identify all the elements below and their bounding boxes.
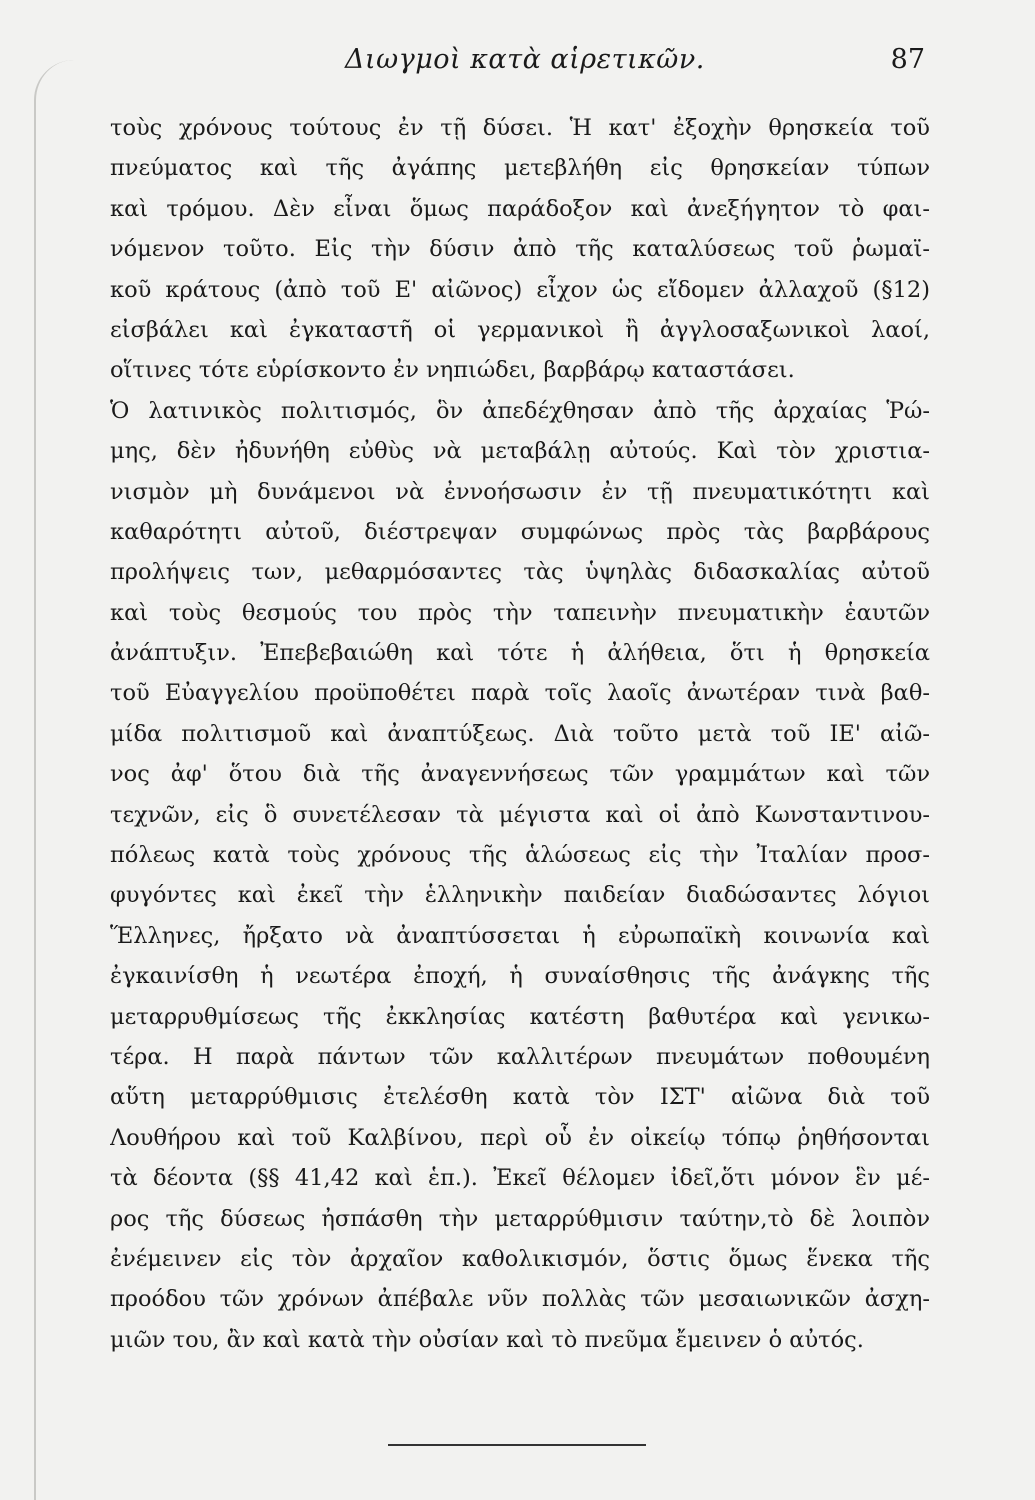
text-line: αὕτη μεταρρύθμισις ἐτελέσθη κατὰ τὸν ΙΣΤ' αἰῶνα διὰ τοῦ (110, 1084, 930, 1111)
page-curl-edge (34, 60, 76, 1500)
text-line: μίδα πολιτισμοῦ καὶ ἀναπτύξεως. Διὰ τοῦτο μετὰ τοῦ ΙΕ' αἰῶ- (110, 720, 930, 747)
end-rule (388, 1444, 646, 1446)
text-line: καὶ τρόμου. Δὲν εἶναι ὅμως παράδοξον καὶ ἀνεξήγητον τὸ φαι- (110, 195, 930, 222)
text-line: τέρα. Η παρὰ πάντων τῶν καλλιτέρων πνευμάτων ποθουμένη (110, 1043, 930, 1070)
text-line: Ἕλληνες, ἤρξατο νὰ ἀναπτύσσεται ἡ εὐρωπαϊκὴ κοινωνία καὶ (110, 922, 930, 949)
text-line: οἵτινες τότε εὑρίσκοντο ἐν νηπιώδει, βαρβάρῳ καταστάσει. (110, 357, 795, 384)
text-line: νισμὸν μὴ δυνάμενοι νὰ ἐννοήσωσιν ἐν τῇ πνευματικότητι καὶ (110, 478, 930, 505)
text-line: τοὺς χρόνους τούτους ἐν τῇ δύσει. Ἡ κατ' ἐξοχὴν θρησκεία τοῦ (110, 115, 930, 141)
text-line: φυγόντες καὶ ἐκεῖ τὴν ἑλληνικὴν παιδείαν διαδώσαντες λόγιοι (110, 882, 930, 909)
text-line: τὰ δέοντα (§§ 41,42 καὶ ἑπ.). Ἐκεῖ θέλομεν ἰδεῖ,ὅτι μόνον ἓν μέ- (110, 1165, 930, 1192)
text-line: νος ἀφ' ὅτου διὰ τῆς ἀναγεννήσεως τῶν γραμμάτων καὶ τῶν (110, 761, 930, 788)
text-line: κοῦ κράτους (ἀπὸ τοῦ Ε' αἰῶνος) εἶχον ὡς εἴδομεν ἀλλαχοῦ (§12) (110, 276, 930, 303)
text-line: τεχνῶν, εἰς ὃ συνετέλεσαν τὰ μέγιστα καὶ οἱ ἀπὸ Κωνσταντινου- (110, 801, 930, 828)
text-line: πόλεως κατὰ τοὺς χρόνους τῆς ἁλώσεως εἰς τὴν Ἰταλίαν προσ- (110, 842, 930, 869)
text-line: προλήψεις των, μεθαρμόσαντες τὰς ὑψηλὰς διδασκαλίας αὐτοῦ (110, 559, 930, 586)
text-line: Λουθήρου καὶ τοῦ Καλβίνου, περὶ οὗ ἐν οἰκείῳ τόπῳ ῥηθήσονται (110, 1124, 930, 1151)
text-line: μεταρρυθμίσεως τῆς ἐκκλησίας κατέστη βαθυτέρα καὶ γενικω- (110, 1003, 930, 1030)
text-line: εἰσβάλει καὶ ἐγκαταστῆ οἱ γερμανικοὶ ἢ ἀγγλοσαξωνικοὶ λαοί, (110, 316, 930, 343)
text-line: ἐνέμεινεν εἰς τὸν ἀρχαῖον καθολικισμόν, ὅστις ὅμως ἕνεκα τῆς (110, 1245, 930, 1272)
text-line: πνεύματος καὶ τῆς ἀγάπης μετεβλήθη εἰς θρησκείαν τύπων (110, 155, 930, 182)
text-line: Ὁ λατινικὸς πολιτισμός, ὃν ἀπεδέχθησαν ἀπὸ τῆς ἀρχαίας Ῥώ- (110, 397, 930, 424)
text-line: ἐγκαινίσθη ἡ νεωτέρα ἐποχή, ἡ συναίσθησις τῆς ἀνάγκης τῆς (110, 963, 930, 990)
text-line: μης, δὲν ἠδυνήθη εὐθὺς νὰ μεταβάλῃ αὐτούς. Καὶ τὸν χριστια- (110, 438, 930, 465)
running-title: Διωγμοὶ κατὰ αἱρετικῶν. (345, 44, 705, 75)
text-line: προόδου τῶν χρόνων ἀπέβαλε νῦν πολλὰς τῶν μεσαιωνικῶν ἀσχη- (110, 1286, 930, 1313)
text-line: καὶ τοὺς θεσμούς του πρὸς τὴν ταπεινὴν πνευματικὴν ἑαυτῶν (110, 599, 930, 626)
text-line: ρος τῆς δύσεως ἠσπάσθη τὴν μεταρρύθμισιν ταύτην,τὸ δὲ λοιπὸν (110, 1205, 930, 1232)
running-head (110, 44, 925, 84)
text-line: ἀνάπτυξιν. Ἐπεβεβαιώθη καὶ τότε ἡ ἀλήθεια, ὅτι ἡ θρησκεία (110, 640, 930, 667)
text-line: νόμενον τοῦτο. Εἰς τὴν δύσιν ἀπὸ τῆς καταλύσεως τοῦ ῥωμαϊ- (110, 236, 930, 263)
text-line: μιῶν του, ἂν καὶ κατὰ τὴν οὐσίαν καὶ τὸ πνεῦμα ἔμεινεν ὁ αὐτός. (110, 1326, 864, 1353)
text-line: τοῦ Εὐαγγελίου προϋποθέτει παρὰ τοῖς λαοῖς ἀνωτέραν τινὰ βαθ- (110, 680, 930, 707)
page-number: 87 (890, 44, 925, 75)
text-line: καθαρότητι αὐτοῦ, διέστρεψαν συμφώνως πρὸς τὰς βαρβάρους (110, 518, 930, 545)
body-text (110, 108, 930, 1360)
